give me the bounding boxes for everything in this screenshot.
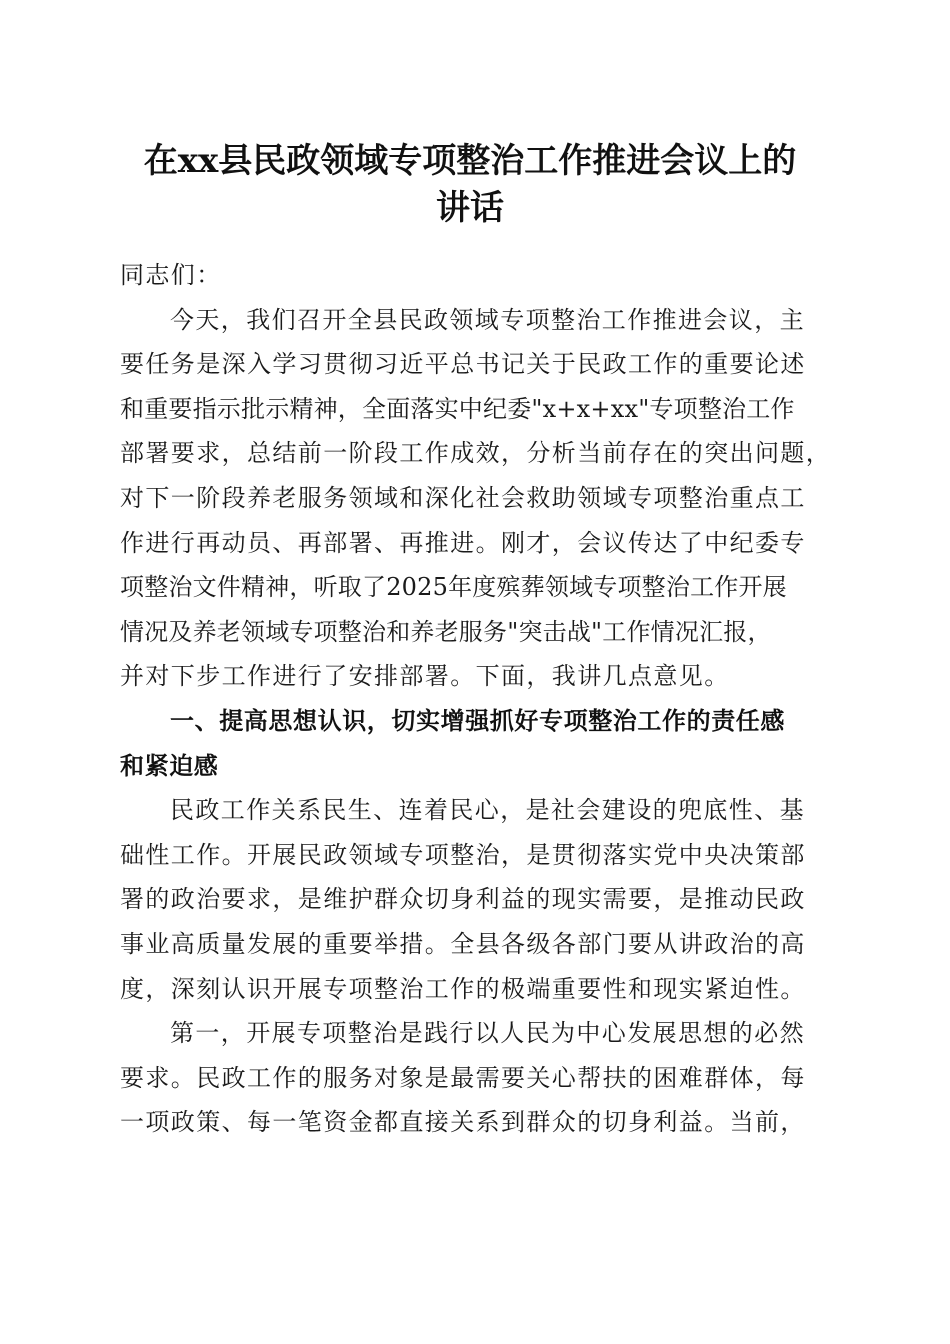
- paragraph-line: 作进行再动员、再部署、再推进。刚才，会议传达了中纪委专: [120, 528, 806, 557]
- paragraph-line: 础性工作。开展民政领域专项整治，是贯彻落实党中央决策部: [120, 840, 806, 869]
- document-title: [100, 138, 840, 232]
- paragraph-line: 要任务是深入学习贯彻习近平总书记关于民政工作的重要论述: [120, 350, 806, 379]
- paragraph-line: 今天，我们召开全县民政领域专项整治工作推进会议，主: [170, 305, 805, 334]
- document-body: [120, 253, 832, 1145]
- paragraph-line: 第一，开展专项整治是践行以人民为中心发展思想的必然: [170, 1019, 805, 1048]
- paragraph-line: 情况及养老领域专项整治和养老服务"突击战"工作情况汇报，: [120, 617, 772, 646]
- section-heading: 和紧迫感: [120, 751, 219, 780]
- paragraph-line: 度，深刻认识开展专项整治工作的极端重要性和现实紧迫性。: [120, 974, 806, 1003]
- paragraph-line: 民政工作关系民生、连着民心，是社会建设的兜底性、基: [170, 796, 805, 825]
- paragraph-line: 事业高质量发展的重要举措。全县各级各部门要从讲政治的高: [120, 929, 806, 958]
- paragraph-line: 一项政策、每一笔资金都直接关系到群众的切身利益。当前，: [120, 1108, 806, 1137]
- paragraph-line: 和重要指示批示精神，全面落实中纪委"x+x+xx"专项整治工作: [120, 394, 795, 423]
- paragraph-line: 署的政治要求，是维护群众切身利益的现实需要，是推动民政: [120, 885, 806, 914]
- paragraph-line: 部署要求，总结前一阶段工作成效，分析当前存在的突出问题，: [120, 439, 832, 468]
- section-heading: 一、提高思想认识，切实增强抓好专项整治工作的责任感: [170, 706, 785, 735]
- paragraph-line: 项整治文件精神，听取了2025年度殡葬领域专项整治工作开展: [120, 573, 787, 602]
- paragraph-line: 对下一阶段养老服务领域和深化社会救助领域专项整治重点工: [120, 483, 806, 512]
- salutation: 同志们：: [120, 261, 222, 289]
- title-line-2: 讲话: [436, 188, 504, 228]
- paragraph-line: 并对下步工作进行了安排部署。下面，我讲几点意见。: [120, 662, 730, 691]
- paragraph-line: 要求。民政工作的服务对象是最需要关心帮扶的困难群体，每: [120, 1063, 806, 1092]
- title-line-1: 在xx县民政领域专项整治工作推进会议上的: [143, 141, 797, 181]
